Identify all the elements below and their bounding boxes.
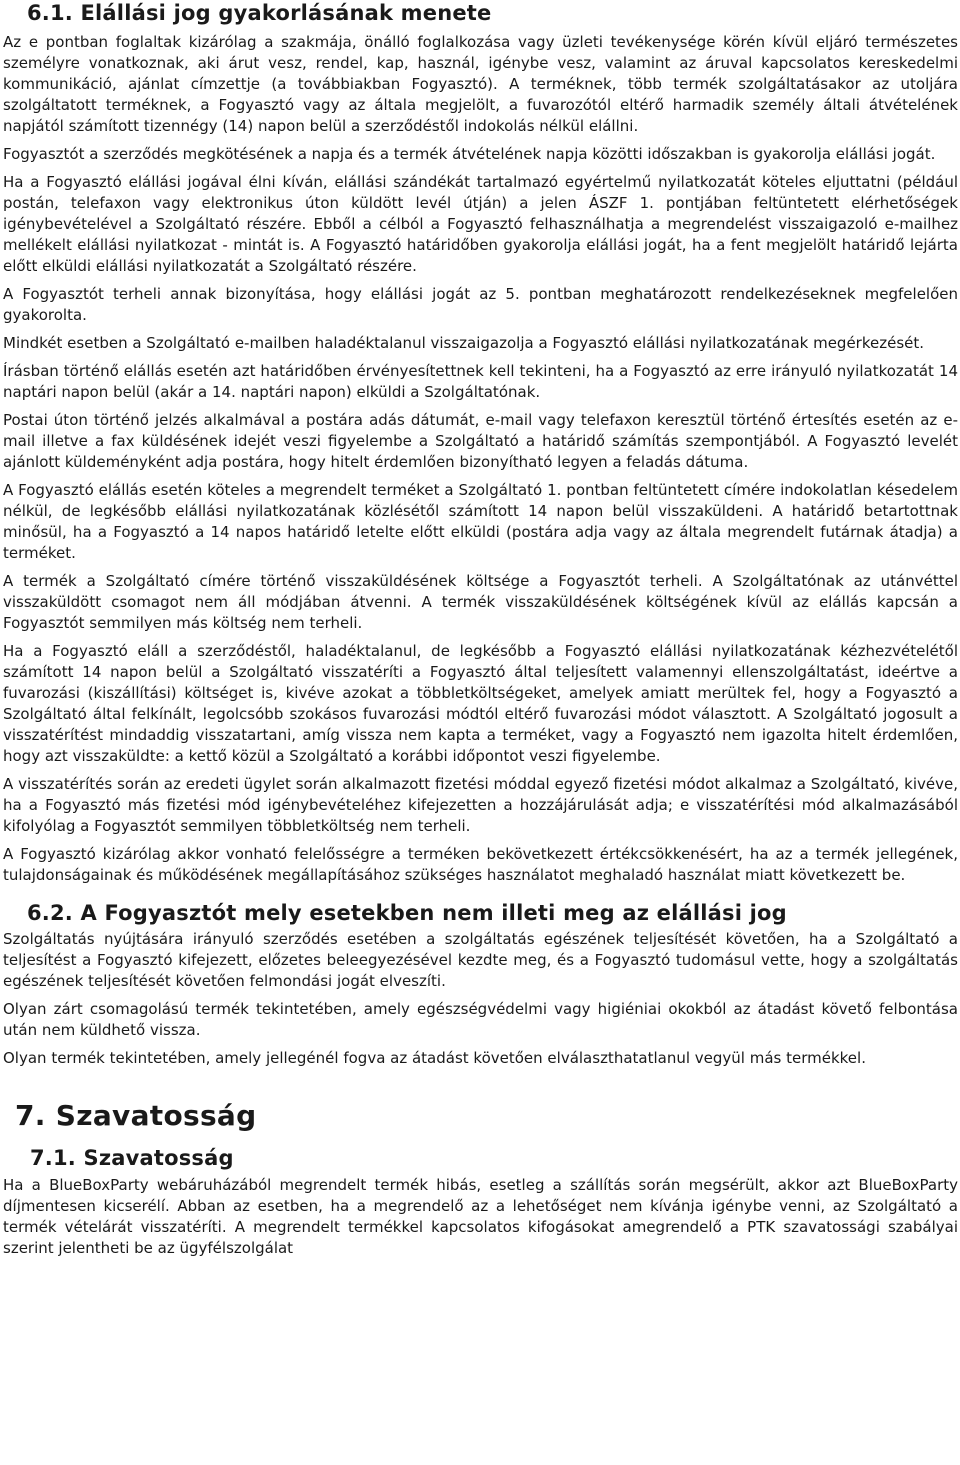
- paragraph: A termék a Szolgáltató címére történő visszaküldésének költsége a Fogyasztót terheli. A Szolgáltatónak az utánvéttel visszaküldött csomagot nem áll módjában átvenni. A termék visszaküldésének költségének kívül az elállás kapcsán a Fogyasztót semmilyen más költség nem terheli.: [3, 572, 958, 632]
- section-6-2-body: [3, 929, 958, 1069]
- section-7-1-heading: 7.1. Szavatosság: [30, 1146, 234, 1170]
- section-6-1-body: [3, 32, 958, 886]
- paragraph: A Fogyasztót terheli annak bizonyítása, hogy elállási jogát az 5. pontban meghatározott rendelkezéseknek megfelelően gyakorolta.: [3, 285, 958, 324]
- paragraph: Az e pontban foglaltak kizárólag a szakmája, önálló foglalkozása vagy üzleti tevékenysége körén kívül eljáró természetes személyre vonatkoznak, aki árut vesz, rendel, kap, használ, igénybe vesz, valamint az áruval kapcsolatos kereskedelmi kommunikáció, ajánlat címzettje (a továbbiakban Fogyasztó). A terméknek, több termék szolgáltatásakor az utoljára szolgáltatott terméknek, a Fogyasztó vagy az általa megjelölt, a fuvarozótól eltérő harmadik személy általi átvételének napjától számított tizennégy (14) napon belül a szerződéstől indokolás nélkül elállni.: [3, 33, 958, 135]
- section-7-heading: 7. Szavatosság: [15, 1099, 257, 1132]
- paragraph: Postai úton történő jelzés alkalmával a postára adás dátumát, e-mail vagy telefaxon keresztül történő értesítés esetén az e-mail illetve a fax küldésének idejét veszi figyelembe a Szolgáltató a határidő számítás szempontjából. A Fogyasztó levelét ajánlott küldeményként adja postára, hogy hitelt érdemlően bizonyítható legyen a feladás dátuma.: [3, 411, 958, 471]
- section-6-1-heading: 6.1. Elállási jog gyakorlásának menete: [27, 1, 492, 25]
- paragraph: Ha a Fogyasztó elállási jogával élni kíván, elállási szándékát tartalmazó egyértelmű nyilatkozatát köteles eljuttatni (például postán, telefaxon vagy elektronikus úton küldött levél útján) a jelen ÁSZF 1. pontjában feltüntetett elérhetőségek igénybevételével a Szolgáltató részére. Ebből a célból a Fogyasztó felhasználhatja a megrendelést visszaigazoló e-mailhez mellékelt elállási nyilatkozat - mintát is. A Fogyasztó határidőben gyakorolja elállási jogát, ha a fent megjelölt határidő lejárta előtt elküldi elállási nyilatkozatát a Szolgáltató részére.: [3, 173, 958, 275]
- paragraph: Ha a BlueBoxParty webáruházából megrendelt termék hibás, esetleg a szállítás során megsérült, akkor azt BlueBoxParty díjmentesen kicserélí. Abban az esetben, ha a megrendelő az a lehetőséget nem kívánja igénybe venni, az Szolgáltató a termék vételárát visszatéríti. A megrendelt termékkel kapcsolatos kifogásokat amegrendelő a PTK szavatossági szabályai szerint jelentheti be az ügyfélszolgálat: [3, 1176, 958, 1257]
- paragraph: Olyan termék tekintetében, amely jellegénél fogva az átadást követően elválaszthatatlanul vegyül más termékkel.: [3, 1049, 866, 1067]
- paragraph: A visszatérítés során az eredeti ügylet során alkalmazott fizetési móddal egyező fizetési módot alkalmaz a Szolgáltató, kivéve, ha a Fogyasztó más fizetési mód igénybevételéhez kifejezetten a hozzájárulását adja; e visszatérítési mód alkalmazásából kifolyólag a Fogyasztót semmilyen többletköltség nem terheli.: [3, 775, 958, 835]
- paragraph: Szolgáltatás nyújtására irányuló szerződés esetében a szolgáltatás egészének teljesítését követően, ha a Szolgáltató a teljesítést a Fogyasztó kifejezett, előzetes beleegyezésével kezdte meg, és a Fogyasztó tudomásul vette, hogy a szolgáltatás egészének teljesítését követően felmondási jogát elveszíti.: [3, 930, 958, 990]
- section-7-1-body: [3, 1175, 958, 1259]
- paragraph: Írásban történő elállás esetén azt határidőben érvényesítettnek kell tekinteni, ha a Fogyasztó az erre irányuló nyilatkozatát 14 naptári napon belül (akár a 14. naptári napon) elküldi a Szolgáltatónak.: [3, 362, 958, 401]
- paragraph: A Fogyasztó elállás esetén köteles a megrendelt terméket a Szolgáltató 1. pontban feltüntetett címére indokolatlan késedelem nélkül, de legkésőbb elállási nyilatkozatának közlésétől számított 14 napon belül visszaküldeni. A határidő betartottnak minősül, ha a Fogyasztó a 14 napos határidő letelte előtt elküldi (postára adja vagy az általa megrendelt futárnak átadja) a terméket.: [3, 481, 958, 562]
- section-6-2-heading: 6.2. A Fogyasztót mely esetekben nem illeti meg az elállási jog: [27, 901, 787, 925]
- paragraph: A Fogyasztó kizárólag akkor vonható felelősségre a terméken bekövetkezett értékcsökkenésért, ha az a termék jellegének, tulajdonságainak és működésének megállapításához szükséges használatot meghaladó használat miatt következett be.: [3, 845, 958, 884]
- paragraph: Ha a Fogyasztó eláll a szerződéstől, haladéktalanul, de legkésőbb a Fogyasztó elállási nyilatkozatának kézhezvételétől számított 14 napon belül a Szolgáltató visszatéríti a Fogyasztó által teljesített valamennyi ellenszolgáltatást, ideértve a fuvarozási (kiszállítási) költséget is, kivéve azokat a többletköltségeket, amelyek amiatt merültek fel, hogy a Fogyasztó a Szolgáltató által felkínált, legolcsóbb szokásos fuvarozási módtól eltérő fuvarozási módot választott. A Szolgáltató jogosult a visszatérítést mindaddig visszatartani, amíg vissza nem kapta a terméket, vagy a Fogyasztó nem igazolta hitelt érdemlően, hogy azt visszaküldte: a kettő közül a Szolgáltató a korábbi időpontot veszi figyelembe.: [3, 642, 958, 765]
- paragraph: Fogyasztót a szerződés megkötésének a napja és a termék átvételének napja közötti időszakban is gyakorolja elállási jogát.: [3, 145, 936, 163]
- paragraph: Mindkét esetben a Szolgáltató e-mailben haladéktalanul visszaigazolja a Fogyasztó elállási nyilatkozatának megérkezését.: [3, 334, 925, 352]
- paragraph: Olyan zárt csomagolású termék tekintetében, amely egészségvédelmi vagy higiéniai okokból az átadást követő felbontása után nem küldhető vissza.: [3, 1000, 958, 1039]
